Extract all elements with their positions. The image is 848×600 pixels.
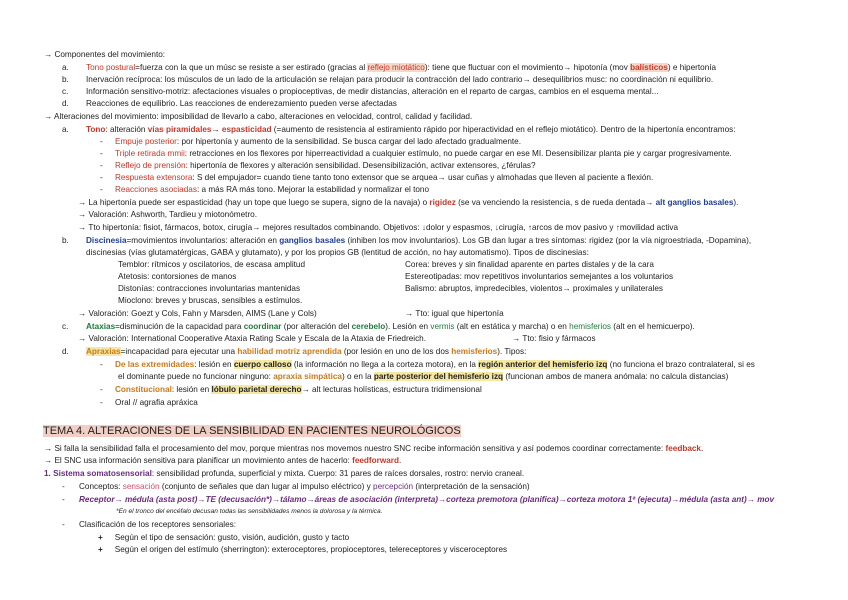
respuesta-term: Respuesta extensora — [115, 173, 193, 182]
receptor-pathway: Receptor→ médula (asta post)→TE (decusación*)→tálamo→áreas de asociación (interpreta)→corteza premotora (planifica)→corteza motora 1ª (ejecuta)→médula (asta ant)→ mov — [79, 495, 775, 504]
conceptos-line: - Conceptos: sensación (conjunto de señales que dan lugar al impulso eléctrico) y percepción (interpretación de la sensación) — [62, 482, 530, 491]
text-fragment: =movimientos involuntarios: alteración en — [126, 236, 280, 245]
letter-a: a. — [62, 125, 69, 134]
text-fragment: → Si falla la sensibilidad falla el procesamiento del mov, porque mientras nos movemos nuestro SNC recibe información sensitiva y así podemos coordinar correctamente: — [44, 444, 666, 453]
balisticos-term: balísticos — [630, 63, 668, 72]
subitem-triple: - Triple retirada mmii: retracciones en los flexores por hiperreactividad a cualquier estímulo, no puede cargar en ese MI. Desensibilizar planta pie y cargar progresivamente. — [100, 149, 732, 158]
vias-piramidales-term: vías piramidales — [147, 125, 212, 134]
respuesta-text: : S del empujador= cuando tiene tanto tono extensor que se arquea→ usar cuñas y almohadas que lleven al paciente a flexión. — [192, 173, 654, 182]
somato-line — [44, 469, 524, 479]
tono-note-valoracion: → Valoración: Ashworth, Tardieu y miotonómetro. — [78, 210, 257, 219]
tono-term: Tono — [86, 125, 106, 134]
discinesia-valoracion: → Valoración: Goezt y Cols, Fahn y Marsden, AIMS (Lane y Cols) — [78, 309, 317, 318]
tema-line2 — [44, 456, 401, 466]
bullet-1-text: Según el tipo de sensación: gusto, visión, audición, gusto y tacto — [114, 533, 350, 542]
plus-bullet-icon: + — [98, 533, 103, 542]
tema-title-text: TEMA 4. ALTERACIONES DE LA SENSIBILIDAD EN PACIENTES NEUROLÓGICOS — [43, 425, 461, 437]
text-fragment: (inhiben los mov involuntarios). Los GB dan lugar a tres síntomas: rigidez (por la vía nigroestriada, -Dopamina), — [345, 236, 752, 245]
somatosensorial-term: Sistema somatosensorial — [53, 469, 152, 478]
reacciones-term: Reacciones asociadas — [115, 185, 197, 194]
apraxias-term: Apraxias — [86, 347, 121, 356]
hemisferios-term: hemisferios — [569, 322, 612, 331]
apraxias-item — [62, 347, 526, 357]
ataxias-term: Ataxias — [86, 322, 116, 331]
text-fragment: (alt en el hemicuerpo). — [611, 322, 695, 331]
reacciones-text: : a más RA más tono. Mejorar la estabilidad y normalizar el tono — [196, 185, 430, 194]
espasticidad-term: espasticidad — [221, 125, 272, 134]
extremidades-term: De las extremidades — [115, 360, 195, 369]
rigidez-term: rigidez — [429, 198, 456, 207]
letter-d: d. — [62, 347, 69, 356]
empuje-term: Empuje posterior — [115, 137, 177, 146]
apraxia-simpatica-term: apraxia simpática — [273, 372, 342, 381]
constitucional-term: Constitucional — [115, 385, 172, 394]
discinesia-line2: discinesias (vías glutamatérgicas, GABA y glutamato), y por los propios GB (lentitud de acción, no hay automatismo). Tipos de discinesias: — [86, 248, 589, 257]
text-fragment: el dominante puede no funcionar ninguno: — [118, 372, 274, 381]
bullet-2-text: Según el origen del estímulo (sherrington): exteroceptores, propioceptores, telereceptores y visceroceptores — [114, 545, 508, 554]
coordinar-term: coordinar — [243, 322, 282, 331]
text-fragment: =disminución de la capacidad para — [115, 322, 244, 331]
tono-note-hipertonia — [78, 198, 738, 208]
text-fragment: ): tiene que fluctuar con el movimiento→ hipotonía (mov — [424, 63, 631, 72]
text-fragment: (por alteración del — [281, 322, 352, 331]
apraxia-oral: - Oral // agrafia apráxica — [100, 398, 198, 407]
text-fragment: (la información no llega a la corteza motora), en la — [291, 360, 479, 369]
hemisferios-term-2: hemisferios — [451, 347, 498, 356]
text-fragment: → La hipertonía puede ser espasticidad (hay un tope que luego se supera, signo de la navaja) o — [78, 198, 430, 207]
number-1: 1. — [44, 469, 54, 478]
lobulo-parietal-term: lóbulo parietal derecho — [211, 385, 302, 394]
receptor-line: - Receptor→ médula (asta post)→TE (decusación*)→tálamo→áreas de asociación (interpreta)→corteza premotora (planifica)→corteza motora 1ª (ejecuta)→médula (asta ant)→ mov — [62, 495, 775, 504]
type-distonias: Distonías: contracciones involuntarias mantenidas — [118, 284, 301, 293]
subitem-respuesta: - Respuesta extensora: S del empujador= cuando tiene tanto tono extensor que se arquea→ usar cuñas y almohadas que lleven al paciente a flexión. — [100, 173, 654, 182]
apraxia-extremidades: - De las extremidades: lesión en cuerpo calloso (la información no llega a la corteza motora), en la región anterior del hemisferio izq (no funciona el brazo contralateral, si es — [100, 360, 755, 369]
text-fragment: . — [700, 444, 704, 453]
letter-b: b. — [62, 75, 69, 84]
oral-text: Oral // agrafia apráxica — [115, 398, 198, 407]
text-fragment: (alt en estática y marcha) o en — [454, 322, 570, 331]
type-estereotipadas: Estereotipadas: mov repetitivos involuntarios semejantes a los voluntarios — [405, 272, 674, 281]
ganglios-basales-term-2: ganglios basales — [279, 236, 346, 245]
parte-posterior-term: parte posterior del hemisferio izq — [373, 372, 504, 381]
component-b — [62, 75, 713, 85]
text-fragment: =incapacidad para ejecutar una — [120, 347, 238, 356]
discinesia-tto: → Tto: igual que hipertonía — [405, 309, 504, 318]
region-anterior-term: región anterior del hemisferio izq — [478, 360, 608, 369]
habilidad-term: habilidad motriz aprendida — [237, 347, 342, 356]
reflejo-text: : hipertonía de flexores y alteración sensibilidad. Desensibilización, activar extensores, ¿férulas? — [185, 161, 536, 170]
feedback-term: feedback — [665, 444, 701, 453]
empuje-text: : por hipertonía y aumento de la sensibilidad. Se busca cargar del lado afectado gradualmente. — [176, 137, 522, 146]
tono-item — [62, 125, 736, 135]
text-fragment: → El SNC usa información sensitiva para planificar un movimiento antes de hacerlo: — [44, 456, 353, 465]
apraxia-constitucional: - Constitucional: lesión en lóbulo parietal derecho→ alt lecturas holísticas, estructura tridimensional — [100, 385, 482, 394]
vermis-term: vermis — [430, 322, 455, 331]
ataxias-valoracion: → Valoración: International Cooperative Ataxia Rating Scale y Escala de la Ataxia de Friedreich. — [78, 334, 427, 343]
text-fragment: (funcionan ambos de manera anómala: no calcula distancias) — [503, 372, 729, 381]
text-fragment: (por lesión en uno de los dos — [341, 347, 452, 356]
component-c — [62, 87, 659, 97]
alterations-heading: → Alteraciones del movimiento: imposibilidad de llevarlo a cabo, alteraciones en velocidad, control, calidad y facilidad. — [44, 112, 473, 121]
footnote: *En el tronco del encéfalo decusan todas las sensibilidades menos la dolorosa y la térmica. — [116, 508, 383, 515]
text-fragment: Conceptos: — [79, 482, 123, 491]
clasificacion-text: Clasificación de los receptores sensoriales: — [79, 520, 237, 529]
plus-bullet-icon: + — [98, 545, 103, 554]
tono-postural-term: Tono postural — [86, 63, 136, 72]
text-fragment: ). Lesión en — [385, 322, 431, 331]
text-fragment: : lesión en — [171, 385, 212, 394]
ataxias-tto: → Tto: fisio y fármacos — [512, 334, 596, 343]
discinesia-term: Discinesia — [86, 236, 127, 245]
type-atetosis: Atetosis: contorsiones de manos — [118, 272, 237, 281]
clasificacion-line: - Clasificación de los receptores sensoriales: — [62, 520, 237, 529]
discinesia-item — [62, 236, 751, 246]
text-fragment: : alteración — [105, 125, 148, 134]
tono-note-tto: → Tto hipertonía: fisiot, fármacos, botox, cirugía→ mejores resultados combinando. Objetivos: ↓dolor y espasmos, ↓cirugía, ↑arcos de mov pasivo y ↑movilidad activa — [78, 223, 679, 232]
ganglios-basales-term: alt ganglios basales — [655, 198, 734, 207]
text-fragment: : sensibilidad profunda, superficial y mixta. Cuerpo: 31 pares de raíces dorsales, rostro: nervio craneal. — [151, 469, 525, 478]
tema-line1 — [44, 444, 703, 454]
text-fragment: (interpretación de la sensación) — [413, 482, 530, 491]
component-d-text: Reacciones de equilibrio. Las reacciones de enderezamiento pueden verse afectadas — [86, 99, 397, 108]
type-mioclono: Mioclono: breves y bruscas, sensibles a estímulos. — [118, 296, 303, 305]
text-fragment: (se va venciendo la resistencia, s de rueda dentada→ — [455, 198, 656, 207]
text-fragment: : lesión en — [194, 360, 234, 369]
percepcion-term: percepción — [373, 482, 414, 491]
text-fragment: ) e hipertonía — [667, 63, 717, 72]
cuerpo-calloso-term: cuerpo calloso — [233, 360, 292, 369]
text-fragment: (no funciona el brazo contralateral, si es — [607, 360, 755, 369]
bullet-1 — [98, 533, 349, 543]
text-fragment: =fuerza con la que un músc se resiste a ser estirado (gracias al — [135, 63, 368, 72]
subitem-empuje: - Empuje posterior: por hipertonía y aumento de la sensibilidad. Se busca cargar del lado afectado gradualmente. — [100, 137, 522, 146]
apraxia-extremidades-cont — [118, 372, 728, 382]
letter-a: a. — [62, 63, 69, 72]
letter-d: d. — [62, 99, 69, 108]
sensacion-term: sensación — [122, 482, 160, 491]
tema-title — [43, 426, 461, 436]
feedforward-term: feedforward — [352, 456, 399, 465]
letter-c: c. — [62, 322, 69, 331]
type-corea: Corea: breves y sin finalidad aparente en partes distales y de la cara — [405, 260, 654, 269]
component-c-text: Información sensitivo-motriz: afectaciones visuales o propioceptivas, de medir distancias, alteración en el reparto de cargas, cambios en el esquema mental... — [86, 87, 659, 96]
text-fragment: ) o en la — [341, 372, 374, 381]
text-fragment: . — [398, 456, 402, 465]
subitem-reflejo: - Reflejo de prensión: hipertonía de flexores y alteración sensibilidad. Desensibilización, activar extensores, ¿férulas? — [100, 161, 536, 170]
component-b-text: Inervación recíproca: los músculos de un lado de la articulación se relajan para producir la contracción del lado contrario→ desequilibrios musc: no coordinación ni equilibrio. — [86, 75, 714, 84]
text-fragment: → alt lecturas holísticas, estructura tridimensional — [301, 385, 482, 394]
triple-term: Triple retirada mmii — [115, 149, 185, 158]
reflejo-term: Reflejo de prensión — [115, 161, 186, 170]
bullet-2 — [98, 545, 507, 555]
type-temblor: Temblor: rítmicos y oscilatorios, de escasa amplitud — [118, 260, 306, 269]
type-balismo: Balismo: abruptos, impredecibles, violentos→ proximales y unilaterales — [405, 284, 664, 293]
subitem-reacciones: - Reacciones asociadas: a más RA más tono. Mejorar la estabilidad y normalizar el tono — [100, 185, 430, 194]
components-heading: → Componentes del movimiento: — [44, 50, 166, 59]
reflejo-miotatico-term: reflejo miotático — [367, 63, 425, 72]
letter-b: b. — [62, 236, 69, 245]
component-a — [62, 63, 716, 73]
text-fragment: (conjunto de señales que dan lugar al impulso eléctrico) y — [159, 482, 374, 491]
text-fragment: ). Tipos: — [497, 347, 527, 356]
cerebelo-term: cerebelo — [351, 322, 386, 331]
component-d — [62, 99, 397, 109]
triple-text: : retracciones en los flexores por hiperreactividad a cualquier estímulo, no puede cargar en ese MI. Desensibilizar planta pie y cargar progresivamente. — [184, 149, 732, 158]
text-fragment: (=aumento de resistencia al estiramiento rápido por hiperactividad en el reflejo miotático). Dentro de la hipertonía encontramos: — [271, 125, 736, 134]
text-fragment: → — [211, 125, 222, 134]
ataxias-item — [62, 322, 695, 332]
text-fragment: ). — [733, 198, 739, 207]
letter-c: c. — [62, 87, 69, 96]
